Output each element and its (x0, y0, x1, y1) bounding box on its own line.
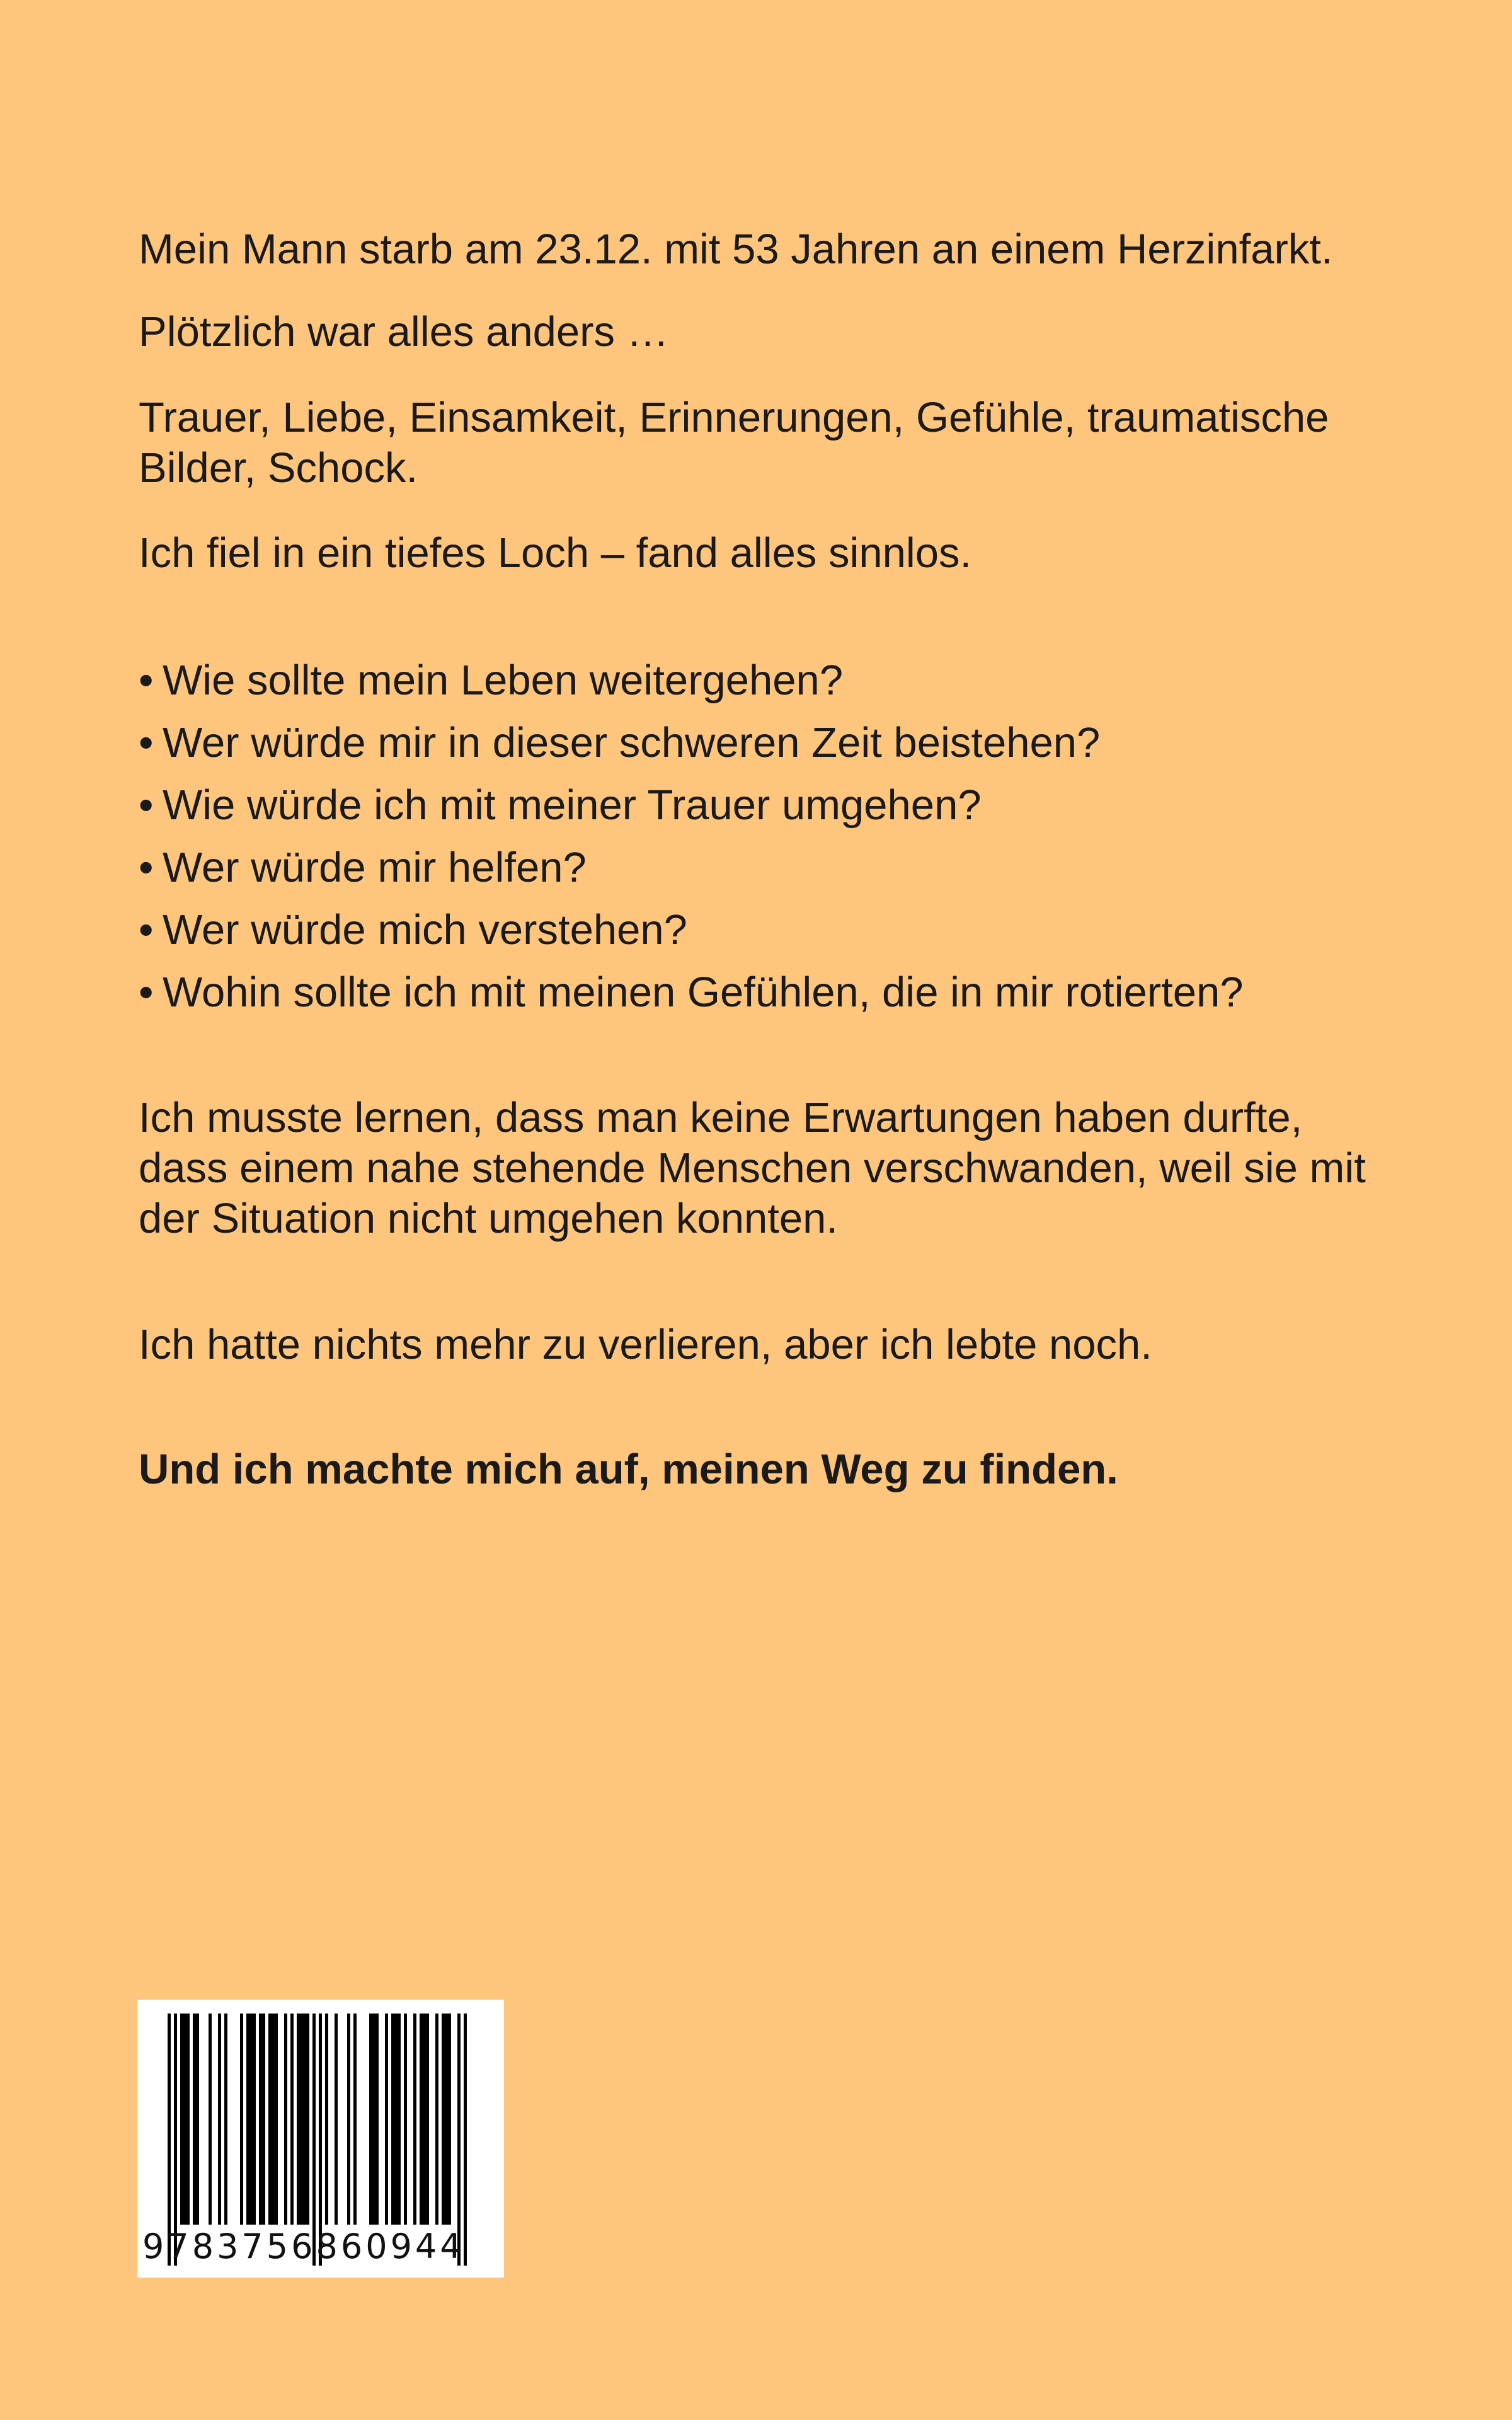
barcode-bar (435, 2014, 438, 2225)
barcode-bar (335, 2014, 338, 2225)
barcode-bar (442, 2014, 451, 2225)
barcode-bar (209, 2014, 212, 2225)
question-text: Wer würde mich verstehen? (163, 906, 687, 954)
question-text: Wie würde ich mit meiner Trauer umgehen? (163, 781, 982, 829)
list-item (139, 774, 1244, 836)
barcode-bar (420, 2014, 429, 2225)
barcode-bar (385, 2014, 388, 2225)
barcode-bar (391, 2014, 401, 2225)
sudden-change-paragraph: Plötzlich war alles anders … (139, 308, 669, 355)
barcode-bar (268, 2014, 278, 2225)
list-item (139, 961, 1244, 1023)
barcode-bar (259, 2014, 265, 2225)
bullet-icon: • (139, 657, 154, 704)
emotions-paragraph: Trauer, Liebe, Einsamkeit, Erinnerungen, Gefühle, traumatische Bilder, Schock. (139, 394, 1329, 492)
question-text: Wer würde mir helfen? (163, 844, 587, 891)
barcode-bar (413, 2014, 416, 2225)
barcode-bar (284, 2014, 287, 2225)
expectations-paragraph: Ich musste lernen, dass man keine Erwartungen haben durfte, dass einem nahe stehende Menschen verschwanden, weil sie mit der Situation nicht umgehen konnten. (139, 1094, 1366, 1242)
barcode-bar (218, 2014, 221, 2225)
question-text: Wohin sollte ich mit meinen Gefühlen, die in mir rotierten? (163, 969, 1244, 1016)
barcode-bar (224, 2014, 227, 2225)
intro-paragraph: Mein Mann starb am 23.12. mit 53 Jahren an einem Herzinfarkt. (139, 226, 1333, 273)
isbn-barcode (137, 2000, 504, 2278)
list-item (139, 836, 1244, 899)
barcode-bar (180, 2014, 190, 2225)
closing-line: Und ich machte mich auf, meinen Weg zu finden. (139, 1446, 1118, 1493)
questions-list (139, 649, 1244, 1023)
barcode-bar (240, 2014, 243, 2225)
list-item (139, 712, 1244, 774)
list-item (139, 899, 1244, 961)
bullet-icon: • (139, 781, 154, 829)
barcode-bar (347, 2014, 350, 2225)
barcode-bar (325, 2014, 328, 2225)
bullet-icon: • (139, 844, 154, 891)
question-text: Wie sollte mein Leben weitergehen? (163, 657, 844, 704)
barcode-bar (404, 2014, 407, 2225)
deep-hole-paragraph: Ich fiel in ein tiefes Loch – fand alles sinnlos. (139, 529, 972, 577)
barcode-bar (353, 2014, 357, 2225)
bullet-icon: • (139, 719, 154, 766)
barcode-bar (193, 2014, 199, 2225)
question-text: Wer würde mir in dieser schweren Zeit beistehen? (163, 719, 1101, 766)
bullet-icon: • (139, 969, 154, 1016)
barcode-bar (369, 2014, 379, 2225)
bullet-icon: • (139, 906, 154, 954)
barcode-bar (297, 2014, 309, 2225)
list-item (139, 649, 1244, 712)
barcode-bar (246, 2014, 256, 2225)
isbn-number: 9783756860944 (142, 2227, 465, 2266)
barcode-bar (290, 2014, 294, 2225)
nothing-to-lose-paragraph: Ich hatte nichts mehr zu verlieren, aber ich lebte noch. (139, 1321, 1152, 1368)
